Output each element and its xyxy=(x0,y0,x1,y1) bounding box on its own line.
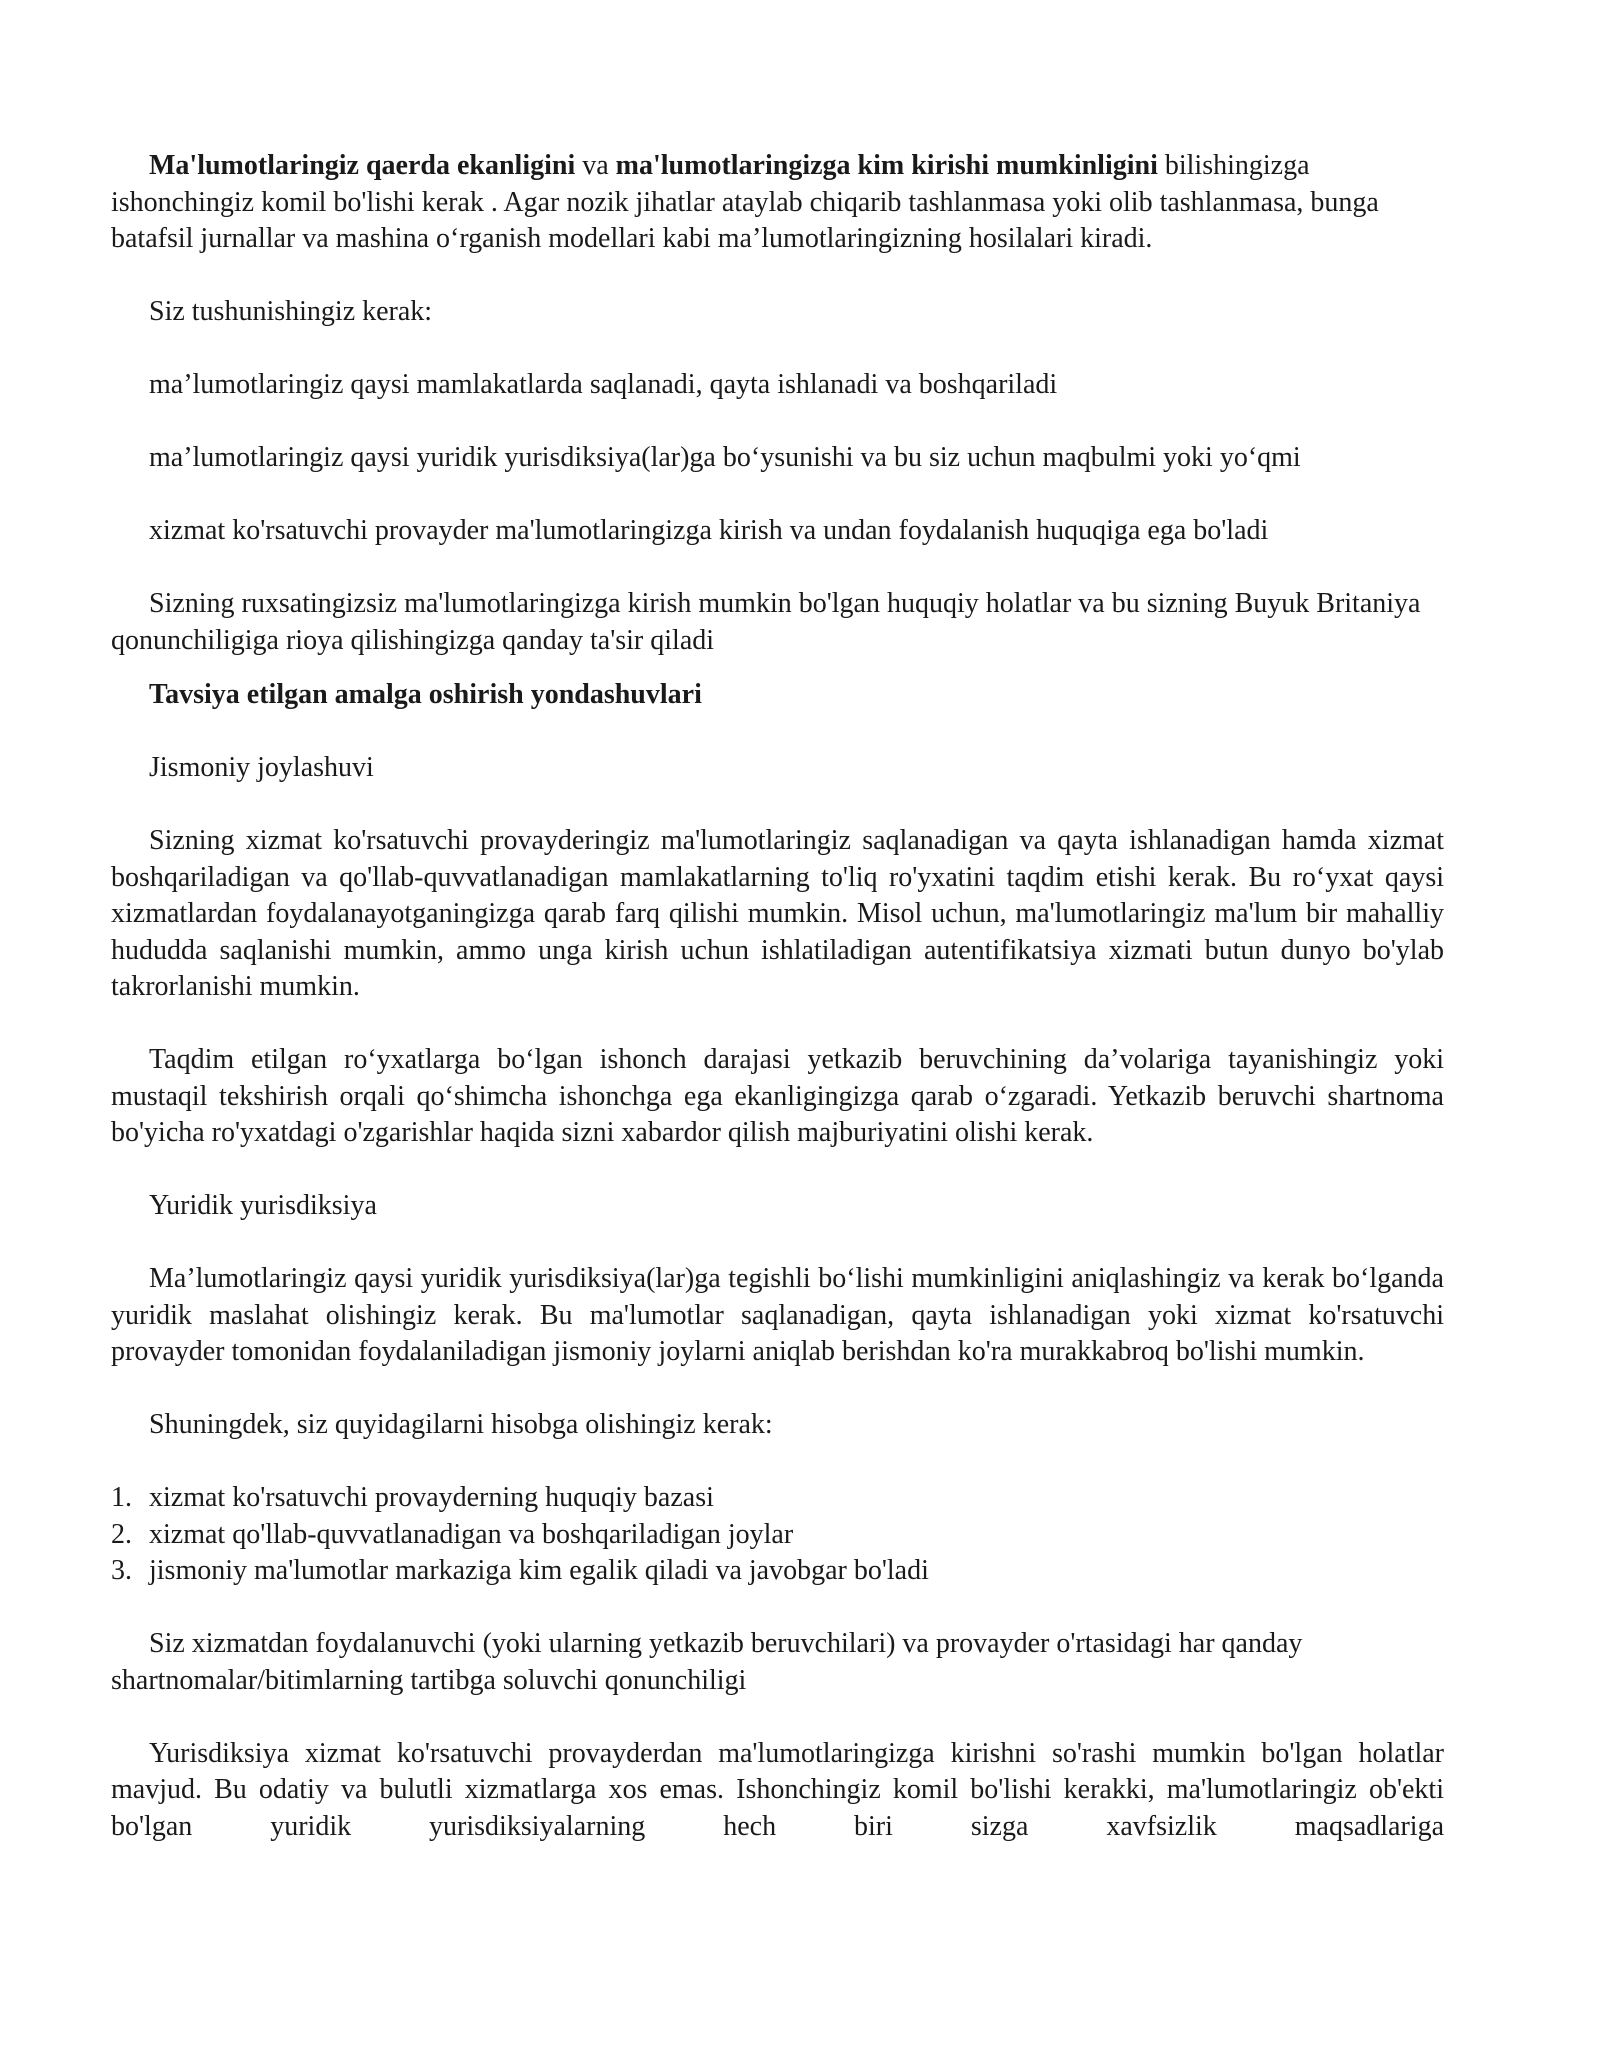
legal-jurisdiction-title: Yuridik yurisdiksiya xyxy=(149,1190,377,1221)
physical-location-paragraph-2: Taqdim etilgan ro‘yxatlarga bo‘lgan ishonch darajasi yetkazib beruvchining da’volariga tayanishingiz yoki mustaqil tekshirish orqali qo‘shimcha ishonchga ega ekanligingizga qarab o‘zgaradi. Yetkazib beruvchi shartnoma bo'yicha ro'yxatdagi o'zgarishlar haqida sizni xabardor qilish majburiyatini olishi kerak. xyxy=(111,1044,1444,1148)
physical-location-paragraph-1: Sizning xizmat ko'rsatuvchi provayderingiz ma'lumotlaringiz saqlanadigan va qayta ishlanadigan hamda xizmat boshqariladigan va qo'llab-quvvatlanadigan mamlakatlarning to'liq ro'yxatini taqdim etishi kerak. Bu ro‘yxat qaysi xizmatlardan foydalanayotganingizga qarab farq qilishi mumkin. Misol uchun, ma'lumotlaringiz ma'lum bir mahalliy hududda saqlanishi mumkin, ammo unga kirish uchun ishlatiladigan autentifikatsiya xizmati butun dunyo bo'ylab takrorlanishi mumkin. xyxy=(111,825,1444,1002)
list-item-number: 3. xyxy=(111,1555,132,1586)
access-request-paragraph: Yurisdiksiya xizmat ko'rsatuvchi provayderdan ma'lumotlaringizga kirishni so'rashi mumkin bo'lgan holatlar mavjud. Bu odatiy va bulutli xizmatlarga xos emas. Ishonchingiz komil bo'lishi kerakki, ma'lumotlaringiz ob'ekti bo'lgan yuridik yurisdiksiyalarning hech biri sizga xavfsizlik maqsadlariga xyxy=(111,1737,1444,1842)
legal-jurisdiction-paragraph-1: Ma’lumotlaringiz qaysi yuridik yurisdiksiya(lar)ga tegishli bo‘lishi mumkinligini aniqlashingiz va kerak bo‘lganda yuridik maslahat olishingiz kerak. Bu ma'lumotlar saqlanadigan, qayta ishlanadigan yoki xizmat ko'rsatuvchi provayder tomonidan foydalaniladigan jismoniy joylarni aniqlab berishdan ko'ra murakkabroq bo'lishi mumkin. xyxy=(111,1263,1444,1367)
understand-item-provider-rights: xizmat ko'rsatuvchi provayder ma'lumotlaringizga kirish va undan foydalanish huquqiga ega bo'ladi xyxy=(149,515,1269,546)
consider-list xyxy=(111,1480,1444,1590)
list-item-number: 2. xyxy=(111,1518,132,1550)
list-item-text: xizmat qo'llab-quvvatlanadigan va boshqariladigan joylar xyxy=(149,1518,794,1550)
list-item-text: jismoniy ma'lumotlar markaziga kim egalik qiladi va javobgar bo'ladi xyxy=(149,1555,929,1586)
list-item xyxy=(111,1480,1444,1517)
understand-lead: Siz tushunishingiz kerak: xyxy=(149,296,433,327)
understand-item-legal-access: Sizning ruxsatingizsiz ma'lumotlaringizga kirish mumkin bo'lgan huquqiy holatlar va bu sizning Buyuk Britaniya qonunchiligiga rioya qilishingizga qanday ta'sir qiladi xyxy=(111,588,1421,656)
physical-location-title: Jismoniy joylashuvi xyxy=(149,752,374,783)
intro-bold-who: ma'lumotlaringizga kim kirishi mumkinligini xyxy=(615,150,1158,181)
list-item-number: 1. xyxy=(111,1482,132,1513)
intro-paragraph xyxy=(111,148,1444,258)
consider-lead: Shuningdek, siz quyidagilarni hisobga olishingiz kerak: xyxy=(149,1409,773,1440)
intro-rest: bilishingizga ishonchingiz komil bo'lishi kerak . Agar nozik jihatlar ataylab chiqarib tashlanmasa yoki olib tashlanmasa, bunga batafsil jurnallar va mashina o‘rganish modellari kabi ma’lumotlaringizning hosilalari kiradi. xyxy=(111,150,1379,254)
list-item-text: xizmat ko'rsatuvchi provayderning huquqiy bazasi xyxy=(149,1482,714,1513)
understand-item-jurisdiction: ma’lumotlaringiz qaysi yuridik yurisdiksiya(lar)ga bo‘ysunishi va bu siz uchun maqbulmi yoki yo‘qmi xyxy=(149,442,1301,473)
document-body xyxy=(111,148,1444,1882)
understand-item-countries: ma’lumotlaringiz qaysi mamlakatlarda saqlanadi, qayta ishlanadi va boshqariladi xyxy=(149,369,1058,400)
intro-bold-where: Ma'lumotlaringiz qaerda ekanligini xyxy=(149,150,576,181)
list-item xyxy=(111,1553,1444,1590)
contract-law-paragraph: Siz xizmatdan foydalanuvchi (yoki ularning yetkazib beruvchilari) va provayder o'rtasidagi har qanday shartnomalar/bitimlarning tartibga soluvchi qonunchiligi xyxy=(111,1628,1303,1696)
intro-connector: va xyxy=(575,150,616,181)
section-heading: Tavsiya etilgan amalga oshirish yondashuvlari xyxy=(149,679,702,710)
list-item xyxy=(111,1517,1444,1554)
